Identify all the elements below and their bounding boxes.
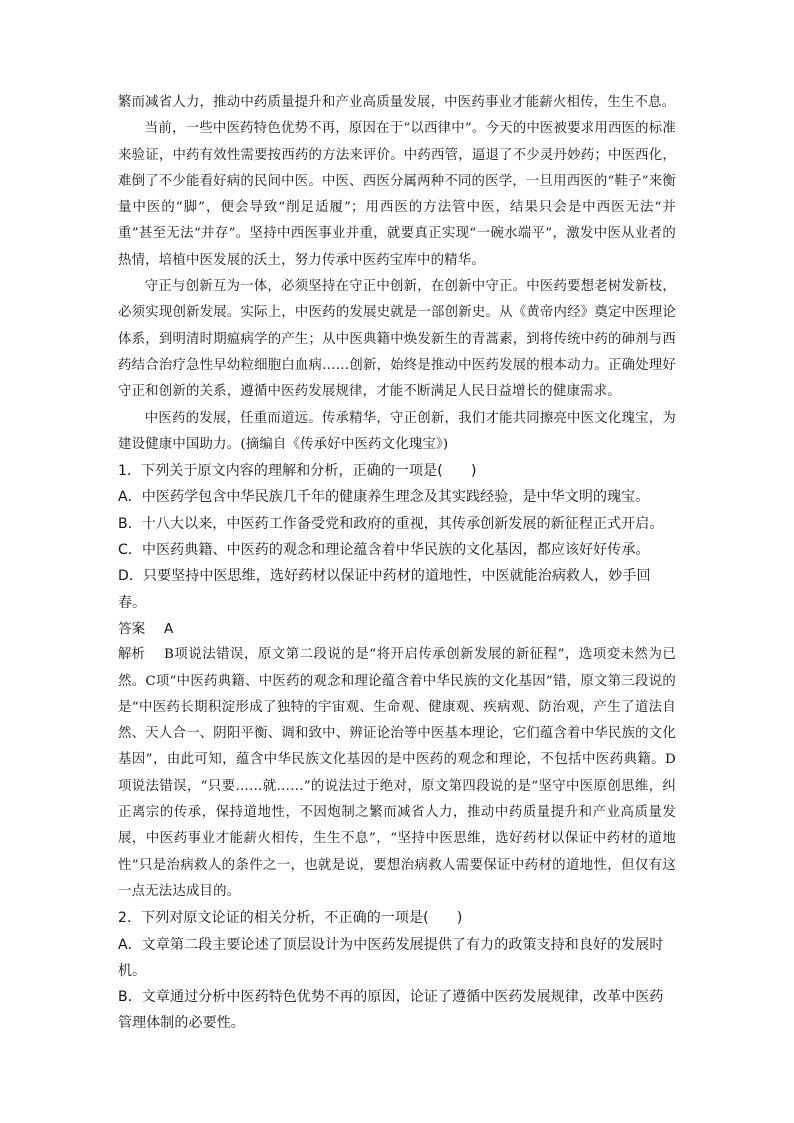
document-page: [118, 90, 676, 1037]
question-2-stem: 2．下列对原文论证的相关分析，不正确的一项是( ): [118, 910, 463, 927]
question-2-option-b: B．文章通过分析中医药特色优势不再的原因，论证了遵循中医药发展规律，改革中医药管理体制的必要性。: [118, 989, 664, 1032]
question-1-answer: [118, 616, 676, 642]
question-1-option-d: D．只要坚持中医思维，选好药材以保证中药材的道地性，中医就能治病救人，妙手回春。: [118, 568, 651, 611]
question-1-stem: 1．下列关于原文内容的理解和分析，正确的一项是( ): [118, 463, 477, 480]
question-1-option-a: A．中医药学包含中华民族几千年的健康养生理念及其实践经验，是中华文明的瑰宝。: [118, 489, 650, 506]
question-1: [118, 458, 676, 905]
passage-paragraph-2: 守正与创新互为一体，必须坚持在守正中创新，在创新中守正。中医药要想老树发新枝，必须实现创新发展。实际上，中医药的发展史就是一部创新史。从《黄帝内经》奠定中医理论体系，到明清时期瘟病学的产生；从中医典籍中焕发新生的青蒿素，到将传统中药的砷剂与西药结合治疗急性早幼粒细胞白血病……创新，始终是推动中医药发展的根本动力。正确处理好守正和创新的关系，遵循中医药发展规律，才能不断满足人民日益增长的健康需求。: [118, 279, 676, 400]
passage-paragraph-0: 繁而减省人力，推动中药质量提升和产业高质量发展，中医药事业才能薪火相传，生生不息。: [118, 95, 676, 110]
question-1-option-b: B．十八大以来，中医药工作备受党和政府的重视，其传承创新发展的新征程正式开启。: [118, 515, 664, 532]
question-2-option-a: A．文章第二段主要论述了顶层设计为中医药发展提供了有力的政策支持和良好的发展时机。: [118, 936, 664, 979]
explanation-text: B项说法错误，原文第二段说的是“将开启传承创新发展的新征程”，选项変未然为已然。C项“中医药典籍、中医药的观念和理论蕴含着中华民族的文化基因”错，原文第三段说的是“中医药长期积淀形成了独特的宇宙观、生命观、健康观、疾病观、防治观，产生了道法自然、天人合一、阴阳平衡、调和致中、辨证论治等中医基本理论，它们蕴含着中华民族的文化基因”，由此可知，蕴含中华民族文化基因的是中医药的观念和理论，不包括中医药典籍。D项说法错误，“只要……就……”的说法过于绝对，原文第四段说的是“坚守中医原创思维，纠正离宗的传承，保持道地性，不因炮制之繁而减省人力，推动中药质量提升和产业高质量发展，中医药事业才能薪火相传，生生不息”，“坚持中医思维，选好药材以保证中药材的道地性”只是治病救人的条件之一，也就是说，要想治病救人需要保证中药材的道地性，但仅有这一点无法达成目的。: [118, 647, 676, 899]
answer-value: A: [164, 620, 174, 637]
passage-paragraph-1: 当前，一些中医药特色优势不再，原因在于“以西律中”。今天的中医被要求用西医的标准来验证，中药有效性需要按西药的方法来评价。中药西管，逼退了不少灵丹妙药；中医西化，难倒了不少能看好病的民间中医。中医、西医分属两种不同的医学，一旦用西医的“鞋子”来衡量中医的“脚”，便会导致“削足适履”；用西医的方法管中医，结果只会是中西医无法“并重”甚至无法“并存”。坚持中西医事业并重，就要真正实现“一碗水端平”，激发中医从业者的热情，培植中医发展的沃土，努力传承中医药宝库中的精华。: [118, 121, 676, 268]
question-1-option-c: C．中医药典籍、中医药的观念和理论蕴含着中华民族的文化基因，都应该好好传承。: [118, 542, 650, 559]
explanation-label: 解析: [118, 647, 146, 663]
question-1-explanation: [118, 642, 676, 905]
question-2: [118, 905, 676, 1036]
answer-label: 答案: [118, 620, 146, 637]
passage-paragraph-3: 中医药的发展，任重而道远。传承精华，守正创新，我们才能共同擦亮中医文化瑰宝，为建设健康中国助力。(摘编自《传承好中医药文化瑰宝》): [118, 410, 676, 452]
